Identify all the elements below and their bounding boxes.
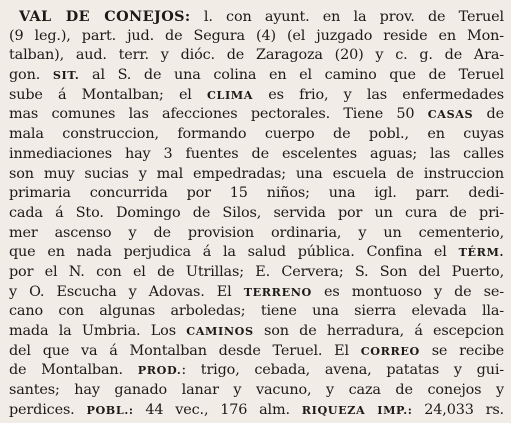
- section-marker-casas: CASAS: [427, 107, 474, 122]
- section-marker-riqueza: RIQUEZA IMP.:: [301, 402, 413, 417]
- section-marker-caminos: CAMINOS: [186, 324, 254, 338]
- section-marker-prod: PROD.: [137, 363, 182, 378]
- entry-line: cano con algunas arboledas; tiene una sierra elevada lla-: [9, 303, 504, 320]
- entry-line: mada la Umbria. Los CAMINOS son de herradura, á escepcion: [9, 323, 504, 339]
- entry-line: mas comunes las afecciones pectorales. Tiene 50 CASAS de: [9, 106, 504, 123]
- entry-line: de Montalban. PROD.: trigo, cebada, avena, patatas y gui-: [9, 362, 504, 379]
- section-marker-sit: SIT.: [52, 68, 80, 83]
- entry-line: VAL DE CONEJOS: l. con ayunt. en la prov. de Teruel: [19, 8, 504, 25]
- entry-line: gon. SIT. al S. de una colina en el camino que de Teruel: [9, 67, 504, 84]
- entry-line: y O. Escucha y Adovas. El TERRENO es montuoso y de se-: [9, 283, 504, 300]
- entry-line: primaria concurrida por 15 niños; una igl. parr. dedi-: [9, 185, 504, 202]
- section-marker-correo: CORREO: [360, 343, 420, 358]
- dictionary-entry: [9, 7, 504, 420]
- entry-line: inmediaciones hay 3 fuentes de escelentes aguas; las calles: [9, 145, 504, 162]
- entry-line: perdices. POBL.: 44 vec., 176 alm. RIQUEZA IMP.: 24,033 rs.: [9, 401, 504, 418]
- entry-line: santes; hay ganado lanar y vacuno, y caza de conejos y: [9, 382, 504, 399]
- entry-line: que en nada perjudica á la salud pública. Confina el TÉRM.: [9, 244, 504, 261]
- entry-line: mala construccion, formando cuerpo de pobl., en cuyas: [9, 126, 504, 143]
- entry-line: (9 leg.), part. jud. de Segura (4) (el juzgado reside en Mon-: [9, 27, 504, 44]
- entry-line: talban), aud. terr. y dióc. de Zaragoza (20) y c. g. de Ara-: [9, 47, 504, 64]
- section-marker-term: TÉRM.: [458, 245, 504, 260]
- entry-line: sube á Montalban; el CLIMA es frio, y las enfermedades: [9, 86, 504, 103]
- entry-headword: VAL DE CONEJOS:: [19, 8, 191, 25]
- entry-line: son muy sucias y mal empedradas; una escuela de instruccion: [9, 165, 504, 182]
- entry-line: mer ascenso y de provision ordinaria, y un cementerio,: [9, 224, 504, 241]
- entry-line: cada á Sto. Domingo de Silos, servida por un cura de pri-: [9, 204, 504, 221]
- section-marker-clima: CLIMA: [207, 87, 254, 102]
- entry-line: por el N. con el de Utrillas; E. Cervera; S. Son del Puerto,: [9, 263, 504, 280]
- entry-line: del que va á Montalban desde Teruel. El CORREO se recibe: [9, 342, 504, 359]
- section-marker-pobl: POBL.:: [86, 402, 134, 417]
- section-marker-terreno: TERRENO: [243, 284, 312, 299]
